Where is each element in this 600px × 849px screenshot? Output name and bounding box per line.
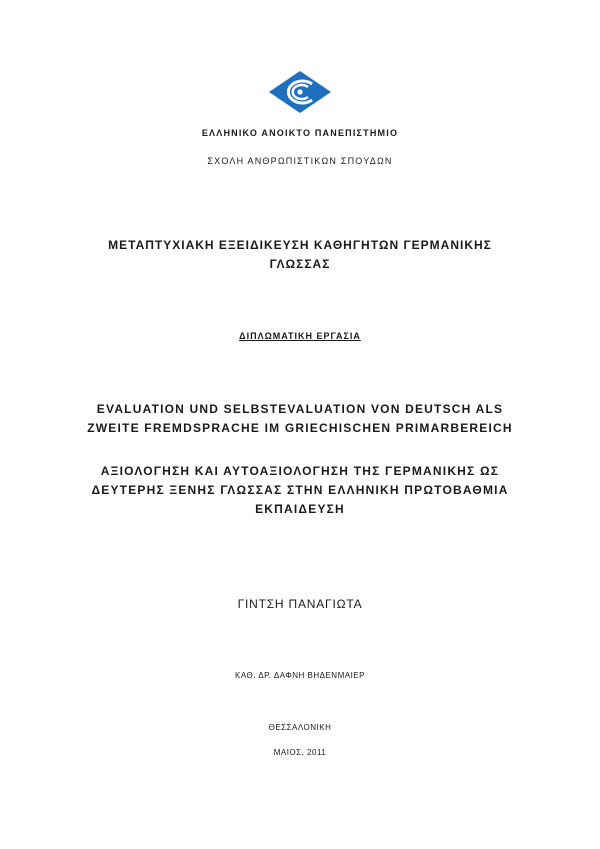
author-name: ΓΙΝΤΣΗ ΠΑΝΑΓΙΩΤΑ [237,597,363,611]
date: ΜΑΙΟΣ, 2011 [273,748,327,757]
program-title-line: ΜΕΤΑΠΤΥΧΙΑΚΗ ΕΞΕΙΔΙΚΕΥΣΗ ΚΑΘΗΓΗΤΩΝ ΓΕΡΜΑΝΙΚΗΣ [108,238,492,252]
supervisor-name: ΚΑΘ. ΔΡ. ΔΑΦΝΗ ΒΗΔΕΝΜΑΙΕΡ [235,671,365,680]
thesis-title-greek [60,462,540,519]
university-name: ΕΛΛΗΝΙΚΟ ΑΝΟΙΚΤΟ ΠΑΝΕΠΙΣΤΗΜΙΟ [201,128,399,138]
title-line: ZWEITE FREMDSPRACHE IM GRIECHISCHEN PRIMARBEREICH [87,421,513,435]
document-type: ΔΙΠΛΩΜΑΤΙΚΗ ΕΡΓΑΣΙΑ [239,331,361,341]
university-logo-icon [268,70,332,114]
city: ΘΕΣΣΑΛΟΝΙΚΗ [268,723,332,732]
program-title [60,236,540,274]
thesis-title-german [60,400,540,438]
title-line: ΑΞΙΟΛΟΓΗΣΗ ΚΑΙ ΑΥΤΟΑΞΙΟΛΟΓΗΣΗ ΤΗΣ ΓΕΡΜΑΝΙΚΗΣ ΩΣ [100,464,500,478]
title-line: EVALUATION UND SELBSTEVALUATION VON DEUTSCH ALS [96,402,504,416]
school-name: ΣΧΟΛΗ ΑΝΘΡΩΠΙΣΤΙΚΩΝ ΣΠΟΥΔΩΝ [207,156,393,166]
title-line: ΔΕΥΤΕΡΗΣ ΞΕΝΗΣ ΓΛΩΣΣΑΣ ΣΤΗΝ ΕΛΛΗΝΙΚΗ ΠΡΩΤΟΒΑΘΜΙΑ [91,483,509,497]
program-title-line: ΓΛΩΣΣΑΣ [269,257,331,271]
title-line: ΕΚΠΑΙΔΕΥΣΗ [255,502,345,516]
